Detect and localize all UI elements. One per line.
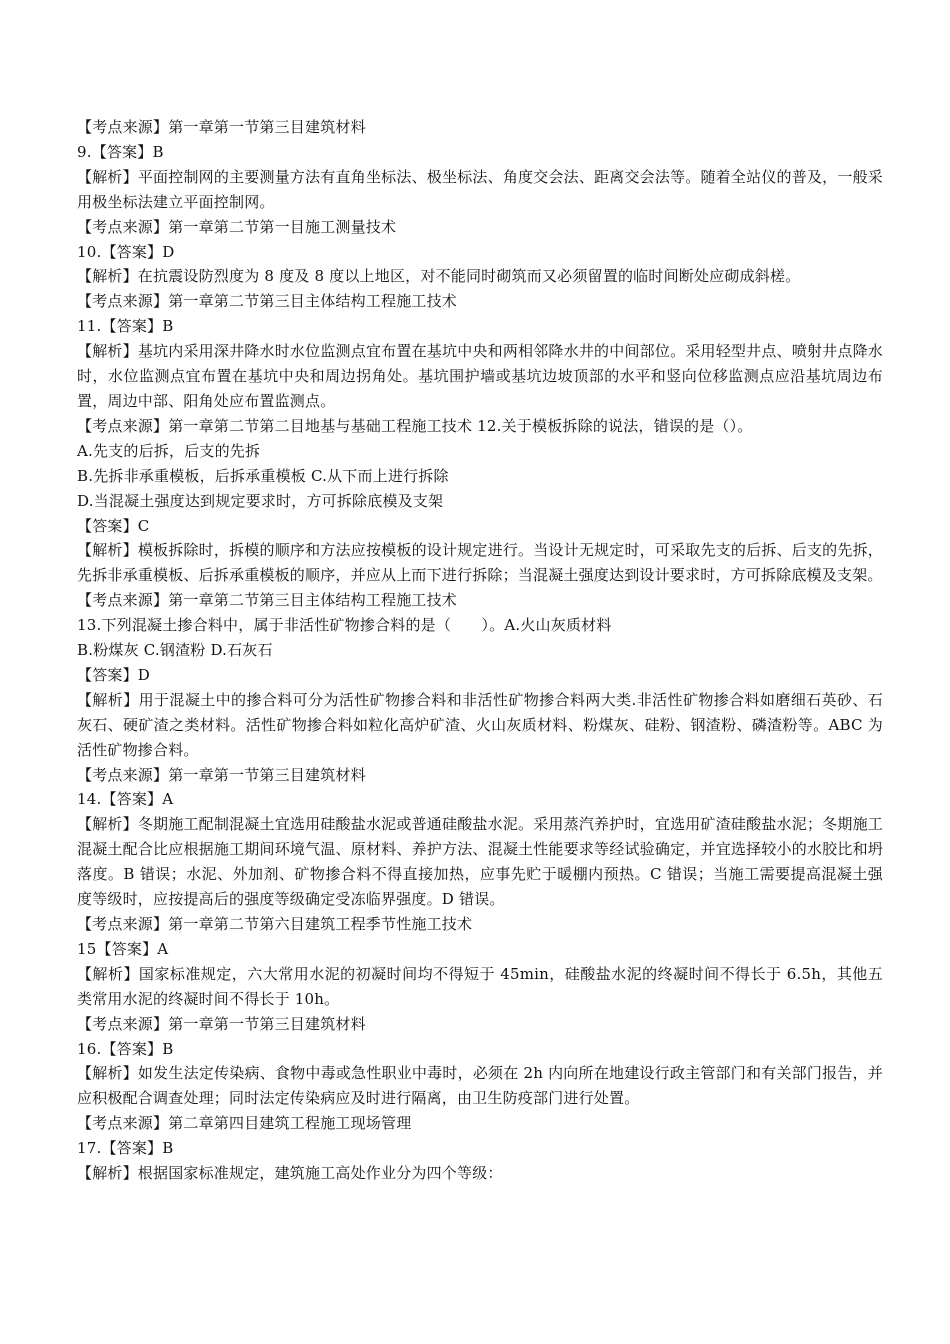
source-line: 【考点来源】第一章第二节第一目施工测量技术 [77, 217, 397, 236]
answer-line: 17.【答案】B [77, 1139, 174, 1158]
analysis-paragraph: 【解析】国家标准规定，六大常用水泥的初凝时间均不得短于 45min，硅酸盐水泥的终凝时间不得长于 6.5h，其他五类常用水泥的终凝时间不得长于 10h。 [77, 964, 883, 1008]
option-line: A.先支的后拆，后支的先拆 [77, 441, 261, 460]
source-line: 【考点来源】第一章第一节第三目建筑材料 [77, 118, 366, 136]
answer-line: 11.【答案】B [77, 317, 174, 336]
option-line: D.当混凝土强度达到规定要求时，方可拆除底模及支架 [77, 491, 444, 510]
analysis-paragraph: 【解析】平面控制网的主要测量方法有直角坐标法、极坐标法、角度交会法、距离交会法等。随着全站仪的普及，一般采用极坐标法建立平面控制网。 [77, 167, 883, 211]
source-line: 【考点来源】第一章第二节第三目主体结构工程施工技术 [77, 591, 458, 610]
source-question-line: 【考点来源】第一章第二节第二目地基与基础工程施工技术 12.关于模板拆除的说法，错误的是（）。 [77, 416, 753, 435]
analysis-paragraph: 【解析】在抗震设防烈度为 8 度及 8 度以上地区，对不能同时砌筑而又必须留置的临时间断处应砌成斜槎。 [77, 267, 801, 286]
option-line: B.粉煤灰 C.钢渣粉 D.石灰石 [77, 641, 273, 660]
source-line: 【考点来源】第二章第四目建筑工程施工现场管理 [77, 1114, 412, 1133]
answer-line: 【答案】C [77, 516, 150, 535]
answer-line: 9.【答案】B [77, 142, 164, 161]
analysis-paragraph: 【解析】如发生法定传染病、食物中毒或急性职业中毒时，必须在 2h 内向所在地建设行政主管部门和有关部门报告，并应积极配合调查处理；同时法定传染病应及时进行隔离，由卫生防疫部门进行处置。 [77, 1064, 883, 1108]
answer-line: 16.【答案】B [77, 1039, 174, 1058]
answer-line: 【答案】D [77, 665, 151, 684]
source-line: 【考点来源】第一章第一节第三目建筑材料 [77, 1014, 366, 1033]
source-line: 【考点来源】第一章第二节第三目主体结构工程施工技术 [77, 292, 458, 311]
analysis-paragraph: 【解析】模板拆除时，拆模的顺序和方法应按模板的设计规定进行。当设计无规定时，可采取先支的后拆、后支的先拆，先拆非承重模板、后拆承重模板的顺序，并应从上而下进行拆除；当混凝土强度达到设计要求时，方可拆除底模及支架。 [77, 541, 883, 585]
answer-line: 10.【答案】D [77, 242, 175, 261]
answer-line: 15【答案】A [77, 939, 169, 958]
source-line: 【考点来源】第一章第一节第三目建筑材料 [77, 765, 366, 784]
analysis-paragraph: 【解析】冬期施工配制混凝土宜选用硅酸盐水泥或普通硅酸盐水泥。采用蒸汽养护时，宜选用矿渣硅酸盐水泥；冬期施工混凝土配合比应根据施工期间环境气温、原材料、养护方法、混凝土性能要求等经试验确定，并宜选择较小的水胶比和坍落度。B 错误；水泥、外加剂、矿物掺合料不得直接加热，应事先贮于暖棚内预热。C 错误；当施工需要提高混凝土强度等级时，应按提高后的强度等级确定受冻临界强度。D 错误。 [77, 815, 883, 909]
analysis-paragraph: 【解析】根据国家标准规定，建筑施工高处作业分为四个等级： [77, 1164, 503, 1183]
document-page [77, 115, 883, 1186]
analysis-paragraph: 【解析】基坑内采用深井降水时水位监测点宜布置在基坑中央和两相邻降水井的中间部位。采用轻型井点、喷射井点降水时，水位监测点宜布置在基坑中央和周边拐角处。基坑围护墙或基坑边坡顶部的水平和竖向位移监测点应沿基坑周边布置，周边中部、阳角处应布置监测点。 [77, 342, 883, 410]
source-line: 【考点来源】第一章第二节第六目建筑工程季节性施工技术 [77, 915, 473, 933]
answer-line: 14.【答案】A [77, 790, 174, 809]
question-line: 13.下列混凝土掺合料中，属于非活性矿物掺合料的是（ ）。A.火山灰质材料 [77, 616, 612, 635]
option-line: B.先拆非承重模板，后拆承重模板 C.从下而上进行拆除 [77, 466, 449, 485]
analysis-paragraph: 【解析】用于混凝土中的掺合料可分为活性矿物掺合料和非活性矿物掺合料两大类.非活性矿物掺合料如磨细石英砂、石灰石、硬矿渣之类材料。活性矿物掺合料如粒化高炉矿渣、火山灰质材料、粉煤灰、硅粉、钢渣粉、磷渣粉等。ABC 为活性矿物掺合料。 [77, 690, 883, 759]
